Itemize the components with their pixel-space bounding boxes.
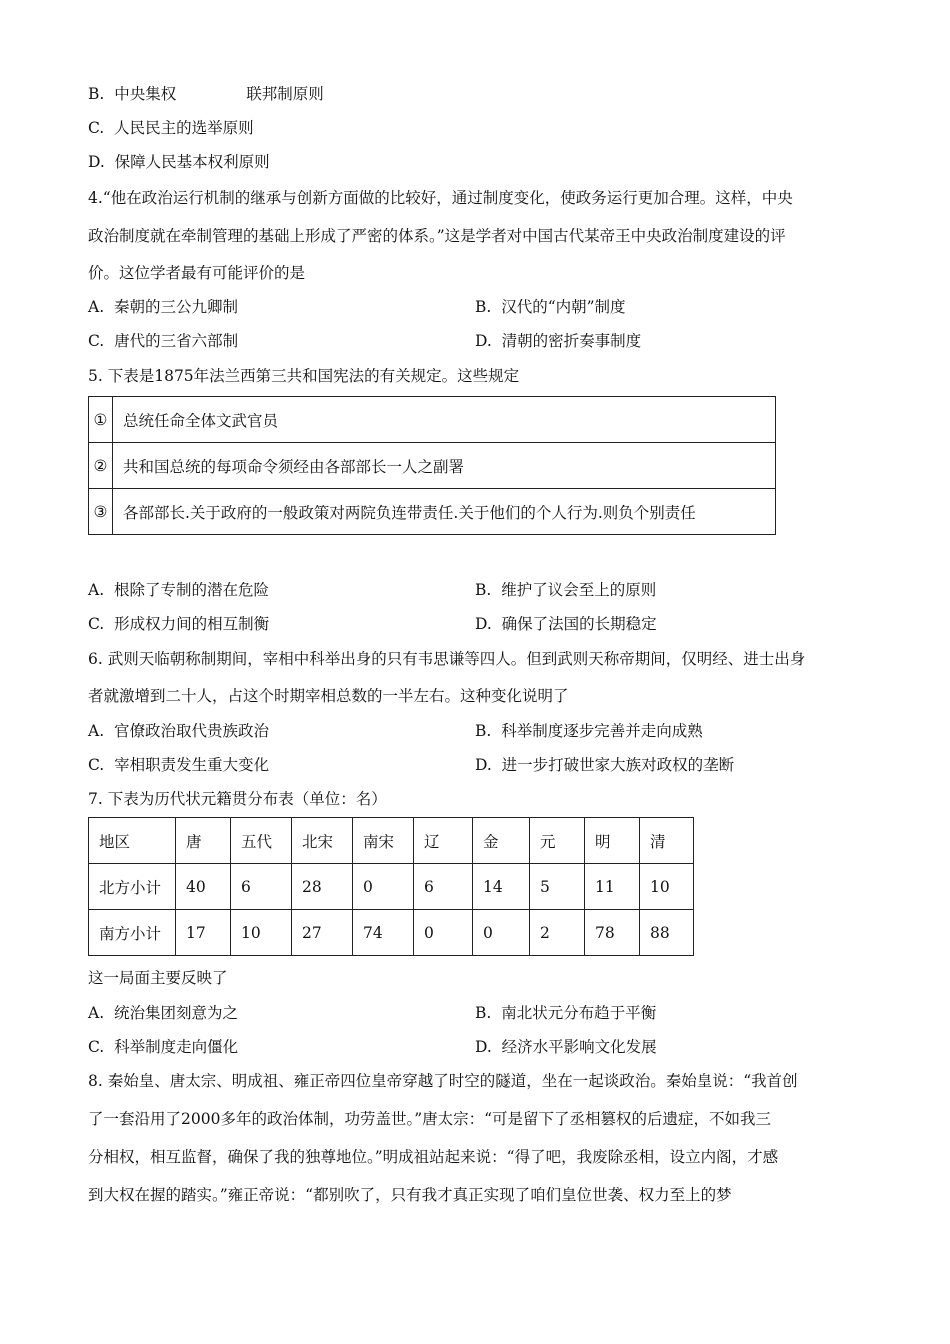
q4-option-d: D. 清朝的密折奏事制度	[475, 332, 642, 350]
table-header-cell: 金	[473, 818, 530, 864]
q7-table	[88, 817, 694, 956]
table-row	[89, 864, 694, 910]
table-cell: 6	[231, 864, 292, 910]
table-header-cell: 地区	[89, 818, 176, 864]
q4-option-c: C. 唐代的三省六部制	[88, 332, 239, 350]
q8-stem-line-1: 8. 秦始皇、唐太宗、明成祖、雍正帝四位皇帝穿越了时空的隧道，坐在一起谈政治。秦始皇说：“我首创	[88, 1072, 798, 1090]
q7-stem: 7. 下表为历代状元籍贯分布表（单位：名）	[88, 790, 387, 808]
q7-option-c: C. 科举制度走向僵化	[88, 1038, 239, 1056]
table-cell: 17	[176, 910, 231, 956]
table-header-cell: 辽	[414, 818, 473, 864]
q4-option-b: B. 汉代的“内朝”制度	[475, 298, 626, 316]
q6-option-c: C. 宰相职责发生重大变化	[88, 756, 270, 774]
table-cell: 北方小计	[89, 864, 176, 910]
q3-option-b: B. 中央集权 联邦制原则	[88, 85, 324, 103]
q4-stem-line-3: 价。这位学者最有可能评价的是	[88, 264, 306, 282]
q5-option-c: C. 形成权力间的相互制衡	[88, 615, 270, 633]
table-header-cell: 唐	[176, 818, 231, 864]
table-header-cell: 南宋	[353, 818, 414, 864]
q7-after-text: 这一局面主要反映了	[88, 969, 228, 987]
table-row	[89, 910, 694, 956]
q6-option-a: A. 官僚政治取代贵族政治	[88, 722, 269, 740]
table-cell: 40	[176, 864, 231, 910]
q8-stem-line-3: 分相权，相互监督，确保了我的独尊地位。”明成祖站起来说：“得了吧，我废除丞相，设立内阁，才感	[88, 1148, 779, 1166]
table-cell: 0	[414, 910, 473, 956]
table-header-cell: 五代	[231, 818, 292, 864]
q6-option-d: D. 进一步打破世家大族对政权的垄断	[475, 756, 735, 774]
q5-stem: 5. 下表是1875年法兰西第三共和国宪法的有关规定。这些规定	[88, 367, 520, 385]
table-header-cell: 元	[530, 818, 585, 864]
q8-stem-line-4: 到大权在握的踏实。”雍正帝说：“都别吹了，只有我才真正实现了咱们皇位世袭、权力至上的梦	[88, 1186, 732, 1204]
table-header-cell: 清	[640, 818, 694, 864]
table-row	[89, 489, 776, 535]
table-header-cell: 明	[585, 818, 640, 864]
table-cell: 6	[414, 864, 473, 910]
q5-row-num: ②	[89, 443, 113, 489]
table-cell: 2	[530, 910, 585, 956]
table-cell: 28	[292, 864, 353, 910]
q7-option-a: A. 统治集团刻意为之	[88, 1004, 238, 1022]
q5-row-text: 总统任命全体文武官员	[113, 397, 776, 443]
q5-table	[88, 396, 776, 535]
table-row	[89, 443, 776, 489]
table-cell: 27	[292, 910, 353, 956]
q5-option-d: D. 确保了法国的长期稳定	[475, 615, 657, 633]
table-cell: 10	[231, 910, 292, 956]
table-cell: 10	[640, 864, 694, 910]
q5-row-num: ③	[89, 489, 113, 535]
table-header-row	[89, 818, 694, 864]
q6-stem-line-1: 6. 武则天临朝称制期间，宰相中科举出身的只有韦思谦等四人。但到武则天称帝期间，仅明经、进士出身	[88, 650, 806, 668]
q8-stem-line-2: 了一套沿用了2000多年的政治体制，功劳盖世。”唐太宗：“可是留下了丞相篡权的后遗症，不如我三	[88, 1110, 772, 1128]
q3-option-d: D. 保障人民基本权利原则	[88, 153, 270, 171]
q5-row-text: 共和国总统的每项命令须经由各部部长一人之副署	[113, 443, 776, 489]
table-cell: 南方小计	[89, 910, 176, 956]
table-cell: 11	[585, 864, 640, 910]
q4-stem-line-1: 4.“他在政治运行机制的继承与创新方面做的比较好，通过制度变化，使政务运行更加合理。这样，中央	[88, 189, 793, 207]
table-header-cell: 北宋	[292, 818, 353, 864]
table-cell: 5	[530, 864, 585, 910]
q3-option-c: C. 人民民主的选举原则	[88, 119, 254, 137]
q5-option-b: B. 维护了议会至上的原则	[475, 581, 657, 599]
q4-stem-line-2: 政治制度就在牵制管理的基础上形成了严密的体系。”这是学者对中国古代某帝王中央政治制度建设的评	[88, 227, 786, 245]
table-row	[89, 397, 776, 443]
table-cell: 78	[585, 910, 640, 956]
q5-row-num: ①	[89, 397, 113, 443]
table-cell: 14	[473, 864, 530, 910]
table-cell: 0	[353, 864, 414, 910]
q7-option-b: B. 南北状元分布趋于平衡	[475, 1004, 657, 1022]
q7-option-d: D. 经济水平影响文化发展	[475, 1038, 657, 1056]
table-cell: 0	[473, 910, 530, 956]
table-cell: 88	[640, 910, 694, 956]
q6-option-b: B. 科举制度逐步完善并走向成熟	[475, 722, 703, 740]
q6-stem-line-2: 者就激增到二十人，占这个时期宰相总数的一半左右。这种变化说明了	[88, 687, 569, 705]
table-cell: 74	[353, 910, 414, 956]
q5-option-a: A. 根除了专制的潜在危险	[88, 581, 269, 599]
q5-row-text: 各部部长.关于政府的一般政策对两院负连带责任.关于他们的个人行为.则负个别责任	[113, 489, 776, 535]
q4-option-a: A. 秦朝的三公九卿制	[88, 298, 238, 316]
